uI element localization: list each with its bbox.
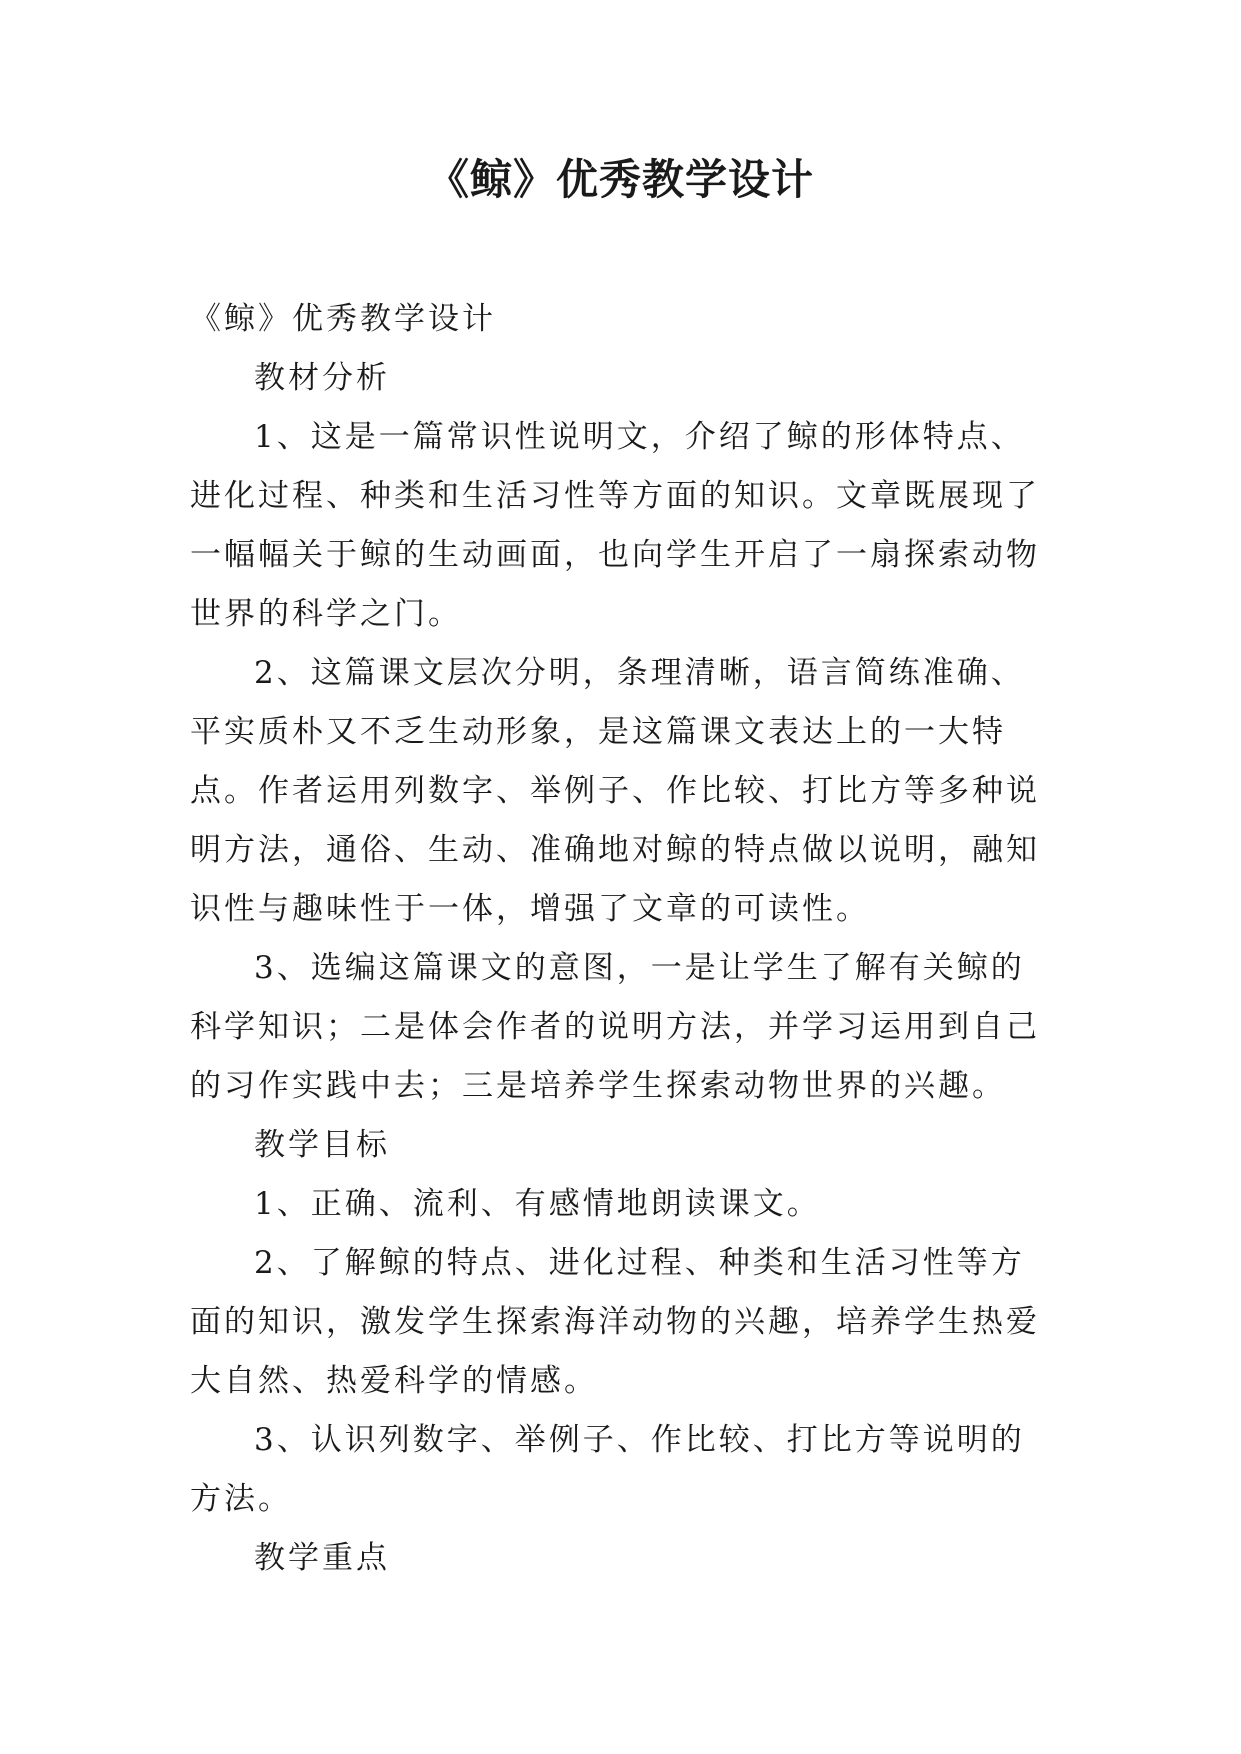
section-heading-teaching-goals: 教学目标 bbox=[254, 1127, 390, 1163]
section-heading-teaching-focus: 教学重点 bbox=[254, 1540, 390, 1576]
subtitle-paragraph: 《鲸》优秀教学设计 bbox=[190, 301, 496, 337]
document-title: 《鲸》优秀教学设计 bbox=[426, 155, 814, 204]
paragraph-analysis-2: 2、这篇课文层次分明，条理清晰，语言简练准确、平实质朴又不乏生动形象，是这篇课文表达上的一大特点。作者运用列数字、举例子、作比较、打比方等多种说明方法，通俗、生动、准确地对鲸的特点做以说明，融知识性与趣味性于一体，增强了文章的可读性。 bbox=[190, 655, 1040, 927]
paragraph-goal-1: 1、正确、流利、有感情地朗读课文。 bbox=[254, 1186, 821, 1222]
paragraph-analysis-3: 3、选编这篇课文的意图，一是让学生了解有关鲸的科学知识；二是体会作者的说明方法，并学习运用到自己的习作实践中去；三是培养学生探索动物世界的兴趣。 bbox=[190, 950, 1040, 1104]
paragraph-goal-2: 2、了解鲸的特点、进化过程、种类和生活习性等方面的知识，激发学生探索海洋动物的兴趣，培养学生热爱大自然、热爱科学的情感。 bbox=[190, 1245, 1040, 1399]
paragraph-analysis-1: 1、这是一篇常识性说明文，介绍了鲸的形体特点、进化过程、种类和生活习性等方面的知识。文章既展现了一幅幅关于鲸的生动画面，也向学生开启了一扇探索动物世界的科学之门。 bbox=[190, 419, 1040, 632]
paragraph-goal-3: 3、认识列数字、举例子、作比较、打比方等说明的方法。 bbox=[190, 1422, 1025, 1517]
section-heading-textbook-analysis: 教材分析 bbox=[254, 360, 390, 396]
document-body bbox=[190, 290, 1050, 1588]
